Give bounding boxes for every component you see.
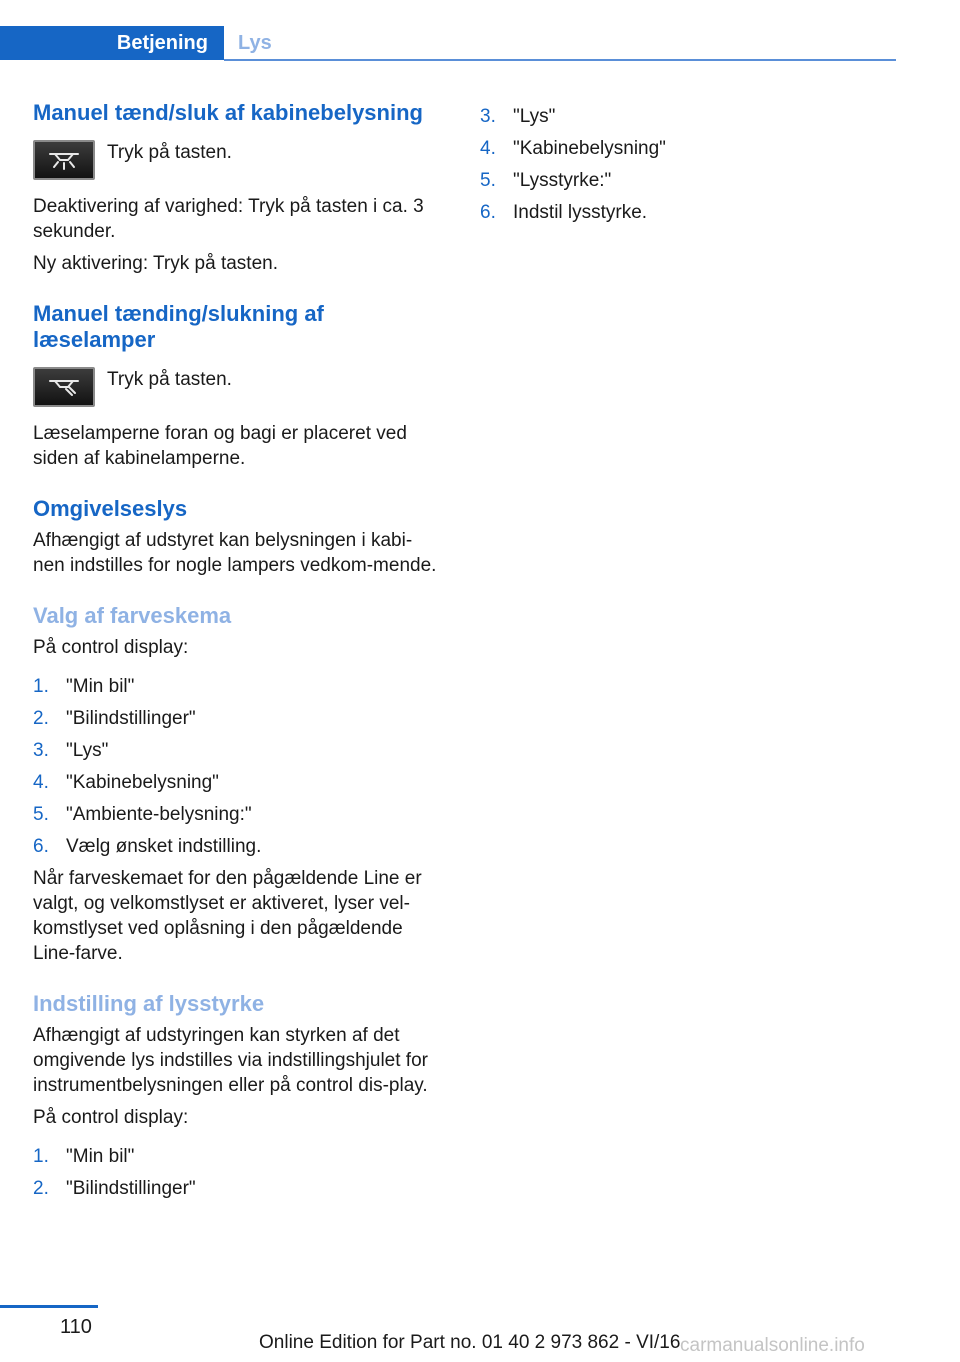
subsection-tab: Lys — [238, 32, 272, 54]
list-item: 1. "Min bil" — [33, 676, 135, 697]
footer-rule — [0, 1305, 98, 1308]
reading-light-key-row — [33, 367, 443, 407]
watermark: carmanualsonline.info — [680, 1335, 865, 1356]
right-column — [480, 100, 900, 232]
color-scheme-intro: På control display: — [33, 637, 189, 658]
list-item: 2. "Bilindstillinger" — [33, 1178, 196, 1199]
ambient-light-description: Afhængigt af udstyret kan belysningen i kabi-nen indstilles for nogle lampers vedkom-mende. — [33, 530, 437, 576]
list-item: 4. "Kabinebelysning" — [33, 772, 219, 793]
list-item: 6. Vælg ønsket indstilling. — [33, 836, 262, 857]
brightness-steps-right — [480, 104, 900, 225]
reading-light-instruction: Tryk på tasten. — [107, 369, 232, 390]
heading-cabin-light: Manuel tænd/sluk af kabinebelysning — [33, 100, 423, 125]
section-tab: Betjening — [0, 26, 224, 60]
interior-light-icon — [33, 140, 95, 180]
reading-light-icon — [33, 367, 95, 407]
list-item: 2. "Bilindstillinger" — [33, 708, 196, 729]
brightness-intro: På control display: — [33, 1107, 189, 1128]
color-scheme-steps — [33, 674, 443, 859]
cabin-light-instruction: Tryk på tasten. — [107, 142, 232, 163]
page-header — [0, 26, 896, 62]
color-scheme-outro: Når farveskemaet for den pågældende Line er valgt, og velkomstlyset er aktiveret, lyser vel-komstlyset ved oplåsning i den pågældende Line-farve. — [33, 868, 422, 964]
list-item: 3. "Lys" — [480, 106, 556, 127]
list-item: 6. Indstil lysstyrke. — [480, 202, 648, 223]
brightness-description: Afhængigt af udstyringen kan styrken af det omgivende lys indstilles via indstillingshjulet for instrumentbelysningen eller på control dis-play. — [33, 1025, 428, 1096]
cabin-light-key-row — [33, 140, 443, 180]
heading-brightness: Indstilling af lysstyrke — [33, 991, 265, 1016]
header-rule — [224, 59, 896, 61]
list-item: 5. "Ambiente-belysning:" — [33, 804, 252, 825]
edition-text: Online Edition for Part no. 01 40 2 973 862 - VI/16 — [259, 1332, 681, 1353]
cabin-light-deactivate: Deaktivering af varighed: Tryk på tasten i ca. 3 sekunder. — [33, 196, 424, 242]
heading-ambient-light: Omgivelseslys — [33, 496, 188, 521]
reading-light-location: Læselamperne foran og bagi er placeret ved siden af kabinelamperne. — [33, 423, 407, 469]
list-item: 3. "Lys" — [33, 740, 109, 761]
left-column — [33, 100, 443, 1208]
list-item: 4. "Kabinebelysning" — [480, 138, 666, 159]
brightness-steps-left — [33, 1144, 443, 1201]
list-item: 5. "Lysstyrke:" — [480, 170, 612, 191]
list-item: 1. "Min bil" — [33, 1146, 135, 1167]
cabin-light-reactivate: Ny aktivering: Tryk på tasten. — [33, 253, 278, 274]
heading-color-scheme: Valg af farveskema — [33, 603, 232, 628]
heading-reading-lights: Manuel tænding/slukning af læselamper — [33, 301, 324, 352]
page-number: 110 — [60, 1316, 92, 1338]
